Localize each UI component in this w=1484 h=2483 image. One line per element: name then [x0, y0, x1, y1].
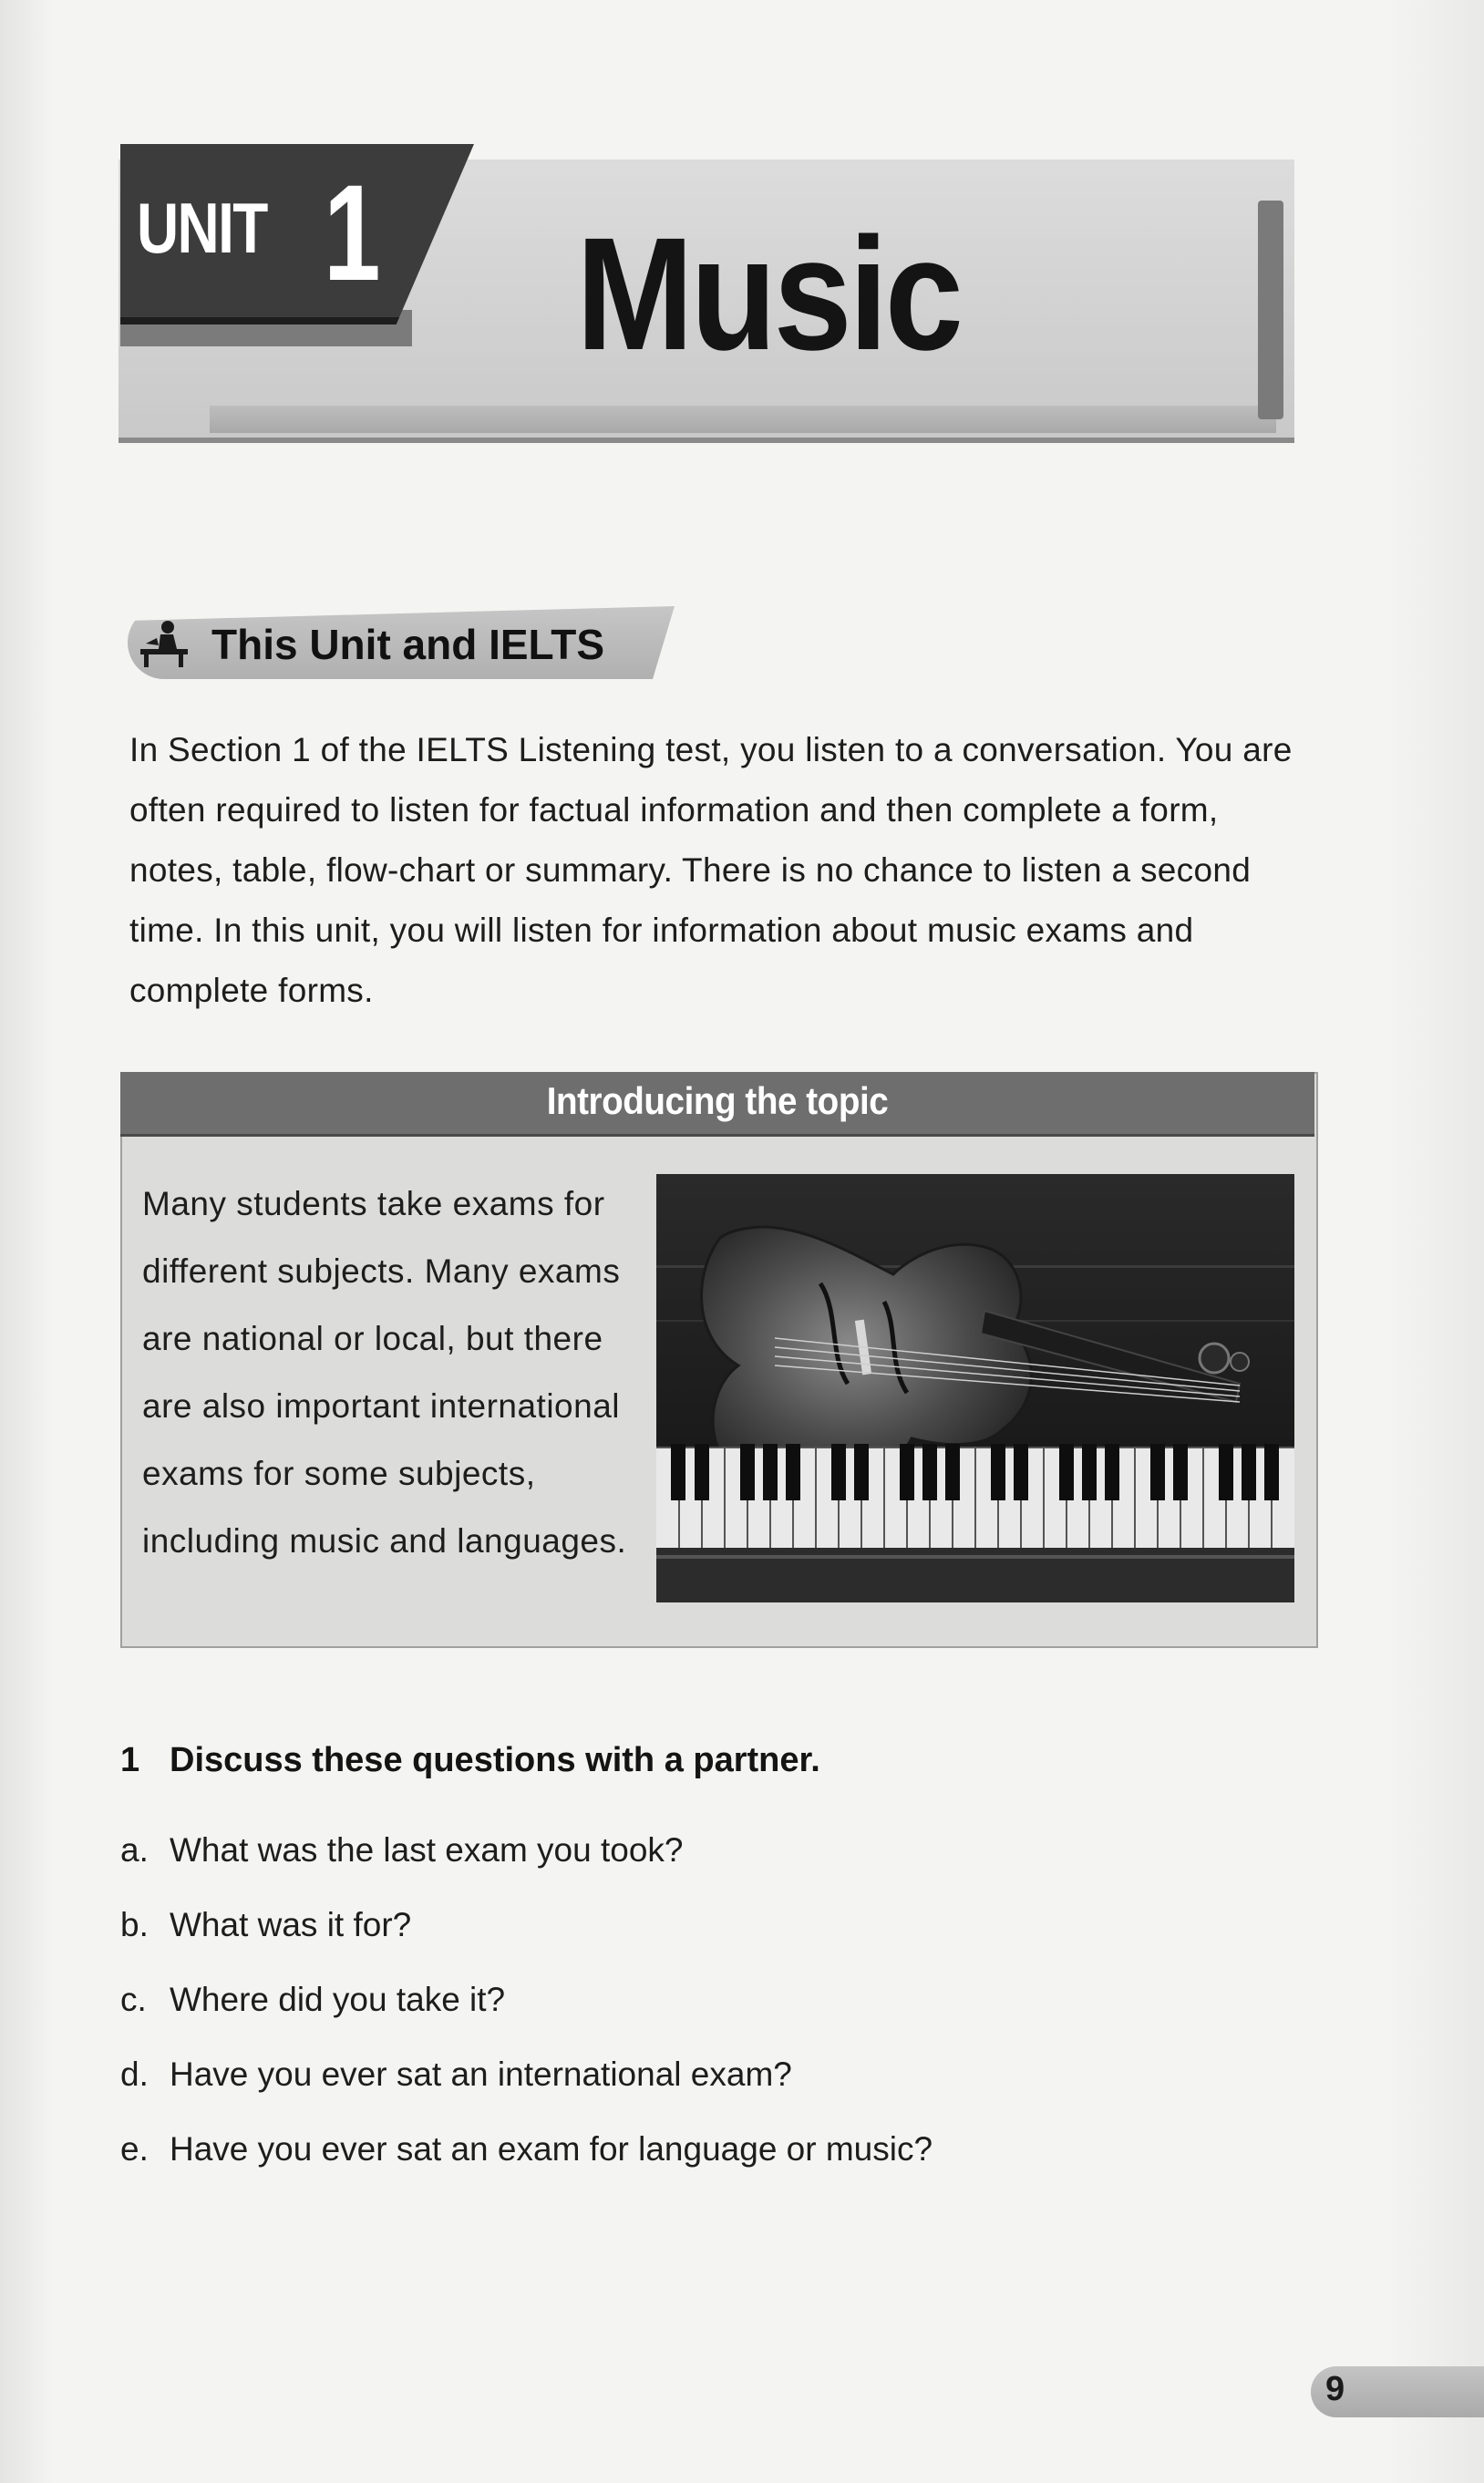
- question-letter: a.: [120, 1831, 149, 1869]
- intro-paragraph: In Section 1 of the IELTS Listening test, you listen to a conversation. You are often required to listen for factual information and then complete a form, notes, table, flow-chart or summary. There is no chance to listen a second time. In this unit, you will listen for information about music exams and complete forms.: [129, 731, 1293, 1009]
- question-letter: e.: [120, 2130, 149, 2168]
- question-letter: b.: [120, 1906, 149, 1943]
- topic-text: Many students take exams for different subjects. Many exams are national or local, but there are also important international exams for some subjects, including music and languages.: [142, 1185, 627, 1560]
- question-text: Where did you take it?: [170, 1981, 506, 2018]
- list-item: [120, 2052, 933, 2127]
- question-text: What was the last exam you took?: [170, 1831, 684, 1869]
- banner-edge: [1258, 201, 1283, 419]
- unit-number: 1: [324, 156, 381, 309]
- list-item: [120, 1977, 933, 2052]
- student-desk-icon: [137, 618, 191, 669]
- unit-label: UNIT: [137, 188, 267, 268]
- list-item: [120, 1828, 933, 1902]
- section-title: This Unit and IELTS: [211, 621, 605, 668]
- question-text: Have you ever sat an international exam?: [170, 2055, 792, 2093]
- violin-on-piano-photo: [656, 1174, 1294, 1602]
- exercise-instruction: Discuss these questions with a partner.: [170, 1741, 820, 1779]
- question-text: What was it for?: [170, 1906, 412, 1943]
- question-list: [120, 1828, 933, 2201]
- list-item: [120, 1902, 933, 1977]
- page-title: Music: [576, 205, 961, 384]
- exercise-heading: [120, 1741, 820, 1780]
- question-letter: c.: [120, 1981, 147, 2018]
- exercise-number: 1: [120, 1741, 140, 1779]
- list-item: [120, 2127, 933, 2201]
- question-text: Have you ever sat an exam for language or music?: [170, 2130, 933, 2168]
- question-letter: d.: [120, 2055, 149, 2093]
- banner-shadow: [210, 406, 1276, 433]
- page-number: 9: [1325, 2370, 1345, 2408]
- topic-title: Introducing the topic: [546, 1079, 889, 1122]
